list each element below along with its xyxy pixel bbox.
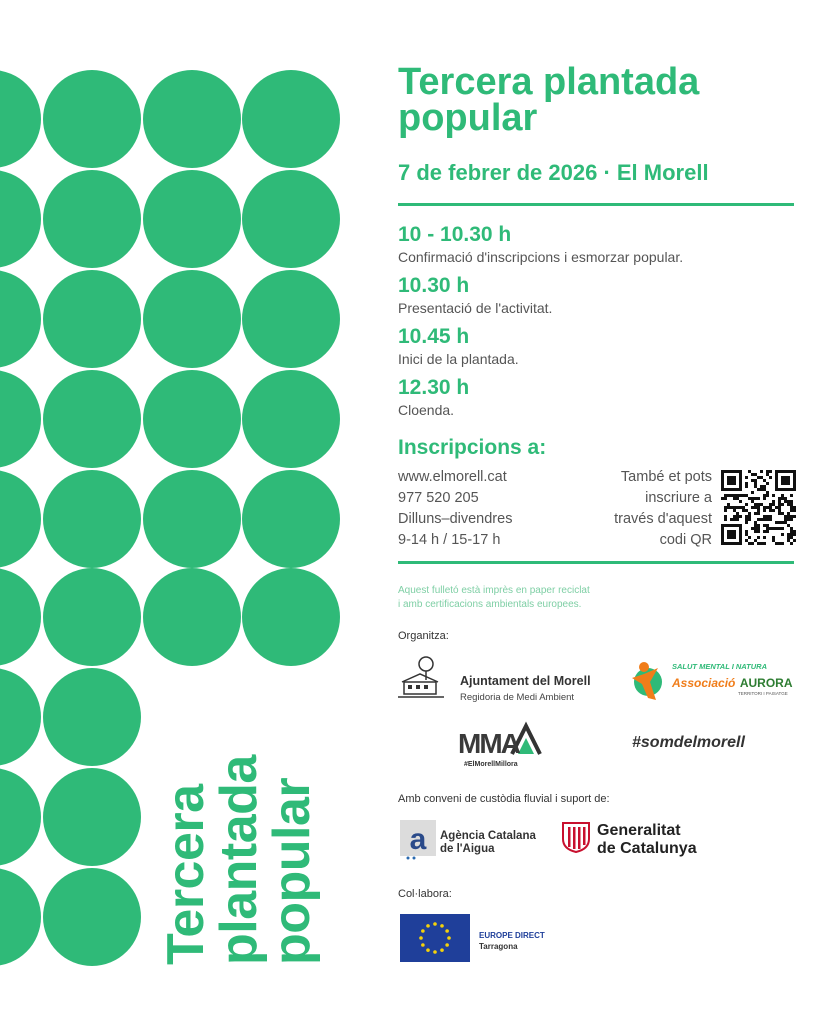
qr-caption xyxy=(560,467,712,551)
decorative-circle xyxy=(143,170,241,268)
decorative-circle xyxy=(242,270,340,368)
decorative-circle xyxy=(0,170,41,268)
registration-web-link[interactable]: www.elmorell.cat xyxy=(398,469,507,485)
aurora-sub: TERRITORI I PAISATGE xyxy=(738,691,788,696)
aurora-figure-icon xyxy=(628,660,664,704)
schedule-time: 10 - 10.30 h xyxy=(398,223,512,246)
divider xyxy=(398,561,794,564)
title-line: Tercera plantada xyxy=(398,61,700,103)
decorative-circle xyxy=(242,70,340,168)
decorative-circle xyxy=(0,70,41,168)
ajuntament-subtitle: Regidoria de Medi Ambient xyxy=(460,692,575,703)
eu-star xyxy=(445,929,449,933)
schedule-item xyxy=(398,324,683,368)
decorative-circle xyxy=(143,470,241,568)
support-label: Amb conveni de custòdia fluvial i suport de: xyxy=(398,793,610,805)
decorative-circle xyxy=(0,370,41,468)
notice-line: Aquest fulletó està imprès en paper reciclat xyxy=(398,585,590,596)
europe-direct-name: EUROPE DIRECT Tarragona xyxy=(479,931,545,951)
eu-star xyxy=(433,922,437,926)
decorative-circle xyxy=(43,568,141,666)
eu-flag-icon xyxy=(400,914,470,962)
qr-caption-line: inscriure a xyxy=(645,490,712,506)
decorative-circle xyxy=(43,70,141,168)
aurora-top: SALUT MENTAL I NATURA xyxy=(672,662,767,671)
vertical-title-line: plantada xyxy=(210,755,269,965)
schedule-item xyxy=(398,222,683,266)
registration-hours: 9-14 h / 15-17 h xyxy=(398,532,501,548)
decorative-circle xyxy=(242,568,340,666)
hashtag: #somdelmorell xyxy=(632,734,745,751)
el-morell-millora-logo xyxy=(456,720,546,770)
decorative-circle xyxy=(0,470,41,568)
title-line: popular xyxy=(398,97,538,139)
eu-star xyxy=(445,943,449,947)
divider xyxy=(398,203,794,206)
decorative-circle xyxy=(0,768,41,866)
schedule-time: 10.30 h xyxy=(398,274,470,297)
schedule-desc: Cloenda. xyxy=(398,402,455,418)
decorative-circle xyxy=(0,568,41,666)
schedule-item xyxy=(398,273,683,317)
recycled-paper-notice xyxy=(398,584,698,612)
eu-star xyxy=(433,950,437,954)
decorative-circle xyxy=(43,370,141,468)
qr-code-icon[interactable] xyxy=(721,470,796,545)
eu-star xyxy=(440,948,444,952)
town-hall-icon xyxy=(398,654,446,700)
qr-caption-line: través d'aquest xyxy=(614,511,712,527)
aca-logo-icon xyxy=(400,820,436,860)
vertical-title-line: Tercera xyxy=(157,784,215,965)
decorative-circle xyxy=(0,868,41,966)
eu-star xyxy=(421,929,425,933)
decorative-circle xyxy=(242,370,340,468)
decorative-circle xyxy=(242,470,340,568)
schedule-time: 12.30 h xyxy=(398,376,470,399)
generalitat-name: Generalitat de Catalunya xyxy=(597,822,697,857)
qr-caption-line: codi QR xyxy=(659,532,712,548)
notice-line: i amb certificacions ambientals europees. xyxy=(398,599,582,610)
eu-star xyxy=(419,936,423,940)
aurora-title: Associació AURORA xyxy=(672,676,793,690)
vertical-title xyxy=(157,665,322,965)
decorative-circle xyxy=(0,270,41,368)
decorative-circle xyxy=(143,568,241,666)
decorative-circle xyxy=(143,70,241,168)
decorative-circle xyxy=(43,668,141,766)
registration-contacts xyxy=(398,467,512,551)
eu-star xyxy=(426,948,430,952)
decorative-circle xyxy=(0,668,41,766)
decorative-circle xyxy=(43,170,141,268)
registration-phone: 977 520 205 xyxy=(398,490,479,506)
aca-name: Agència Catalana de l'Aigua xyxy=(440,830,536,855)
schedule-desc: Confirmació d'inscripcions i esmorzar popular. xyxy=(398,249,684,265)
decorative-circle xyxy=(43,868,141,966)
decorative-circle xyxy=(242,170,340,268)
mm-logo-text: MMA xyxy=(458,728,519,759)
generalitat-emblem-icon xyxy=(561,821,591,853)
eu-star xyxy=(426,924,430,928)
schedule xyxy=(398,222,683,426)
registration-days: Dilluns–divendres xyxy=(398,511,513,527)
vertical-title-line: popular xyxy=(263,777,322,965)
eu-star xyxy=(421,943,425,947)
decorative-circle xyxy=(43,270,141,368)
decorative-circle xyxy=(43,470,141,568)
svg-text:a: a xyxy=(409,823,427,856)
page-title xyxy=(398,61,700,139)
registration-title: Inscripcions a: xyxy=(398,436,547,459)
schedule-item xyxy=(398,375,683,419)
date-place: 7 de febrer de 2026 · El Morell xyxy=(398,160,709,185)
schedule-desc: Presentació de l'activitat. xyxy=(398,300,553,316)
aurora-logo xyxy=(628,660,798,706)
schedule-desc: Inici de la plantada. xyxy=(398,351,519,367)
collab-label: Col·labora: xyxy=(398,888,452,900)
ajuntament-name: Ajuntament del Morell xyxy=(460,674,591,688)
mm-tag: #ElMorellMillora xyxy=(464,761,518,768)
organizers-label: Organitza: xyxy=(398,630,449,642)
eu-star xyxy=(440,924,444,928)
decorative-circle xyxy=(43,768,141,866)
decorative-circle xyxy=(143,370,241,468)
eu-star xyxy=(447,936,451,940)
qr-caption-line: També et pots xyxy=(620,469,712,485)
schedule-time: 10.45 h xyxy=(398,325,470,348)
decorative-circle xyxy=(143,270,241,368)
